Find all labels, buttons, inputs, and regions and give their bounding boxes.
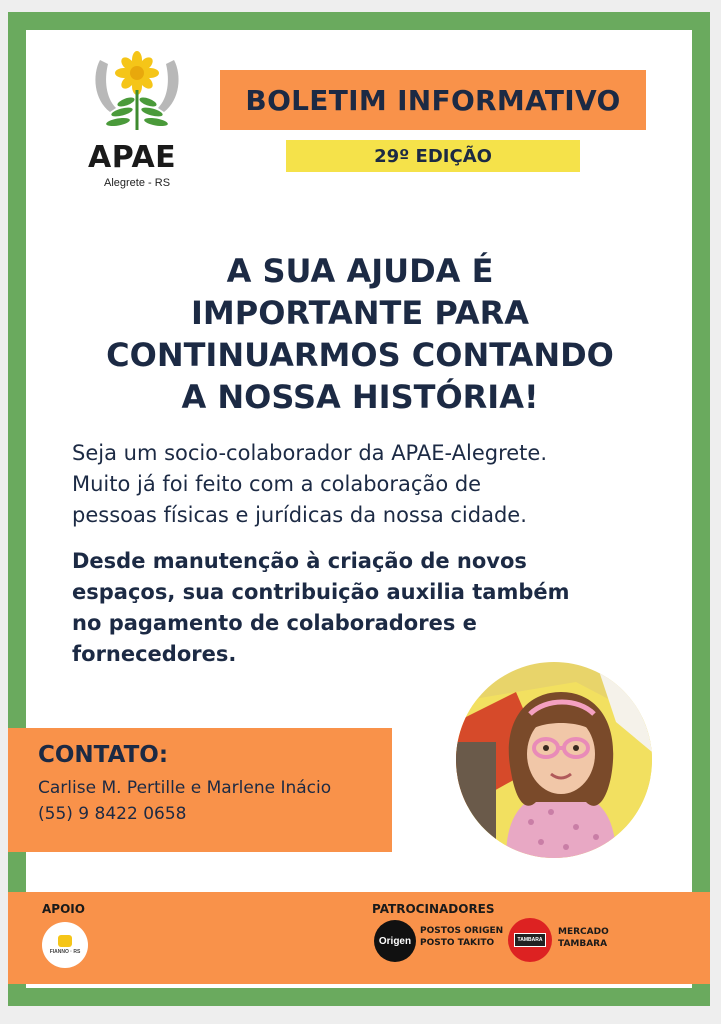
- sponsor-line: MERCADO: [558, 927, 609, 937]
- sponsor-line: POSTOS ORIGEN: [420, 926, 504, 936]
- paragraph-line: Seja um socio-colaborador da APAE-Alegrete.: [72, 441, 548, 465]
- paragraph-line: no pagamento de colaboradores e: [72, 611, 477, 635]
- paragraph-line: pessoas físicas e jurídicas da nossa cidade.: [72, 503, 527, 527]
- contact-names: Carlise M. Pertille e Marlene Inácio: [38, 778, 332, 798]
- apae-city: Alegrete - RS: [104, 177, 171, 189]
- contact-phone: (55) 9 8422 0658: [38, 804, 187, 824]
- contact-panel: [8, 728, 392, 852]
- headline-line: CONTINUARMOS CONTANDO: [106, 336, 614, 374]
- apoio-logo-text: FIANNO · RS: [49, 949, 81, 955]
- apoio-label: APOIO: [42, 902, 85, 916]
- origen-logo: [374, 920, 416, 962]
- bulletin-title-banner: [220, 70, 646, 130]
- apae-wordmark: APAE: [88, 140, 177, 175]
- bulletin-title: BOLETIM INFORMATIVO: [245, 83, 621, 117]
- tambara-logo: [508, 918, 552, 962]
- apoio-logo: [42, 922, 88, 968]
- contact-title: CONTATO:: [38, 742, 169, 768]
- origen-sponsor-text: [420, 925, 503, 949]
- footer-band: [8, 892, 710, 984]
- origen-logo-text: Origen: [378, 935, 412, 947]
- crest-icon: [58, 935, 72, 947]
- headline: [60, 250, 660, 418]
- headline-line: IMPORTANTE PARA: [190, 294, 529, 332]
- sponsor-line: TAMBARA: [558, 939, 608, 949]
- child-photo: [456, 662, 652, 858]
- tambara-logo-text: TAMBARA: [517, 937, 543, 943]
- storefront-icon: [514, 933, 546, 947]
- paragraph-line: espaços, sua contribuição auxilia também: [72, 580, 570, 604]
- sponsor-line: POSTO TAKITO: [420, 938, 495, 948]
- sponsors-label: PATROCINADORES: [372, 902, 495, 916]
- paragraph-line: fornecedores.: [72, 642, 237, 666]
- flower-hands-icon: [82, 50, 192, 136]
- tambara-sponsor-text: [558, 926, 609, 950]
- paragraph-line: Muito já foi feito com a colaboração de: [72, 472, 482, 496]
- headline-line: A NOSSA HISTÓRIA!: [181, 378, 539, 416]
- paragraph-line: Desde manutenção à criação de novos: [72, 549, 527, 573]
- headline-line: A SUA AJUDA É: [226, 252, 494, 290]
- intro-paragraph: [72, 438, 682, 531]
- edition-banner: [286, 140, 580, 172]
- emphasis-paragraph: [72, 546, 652, 670]
- edition-label: 29º EDIÇÃO: [374, 145, 492, 167]
